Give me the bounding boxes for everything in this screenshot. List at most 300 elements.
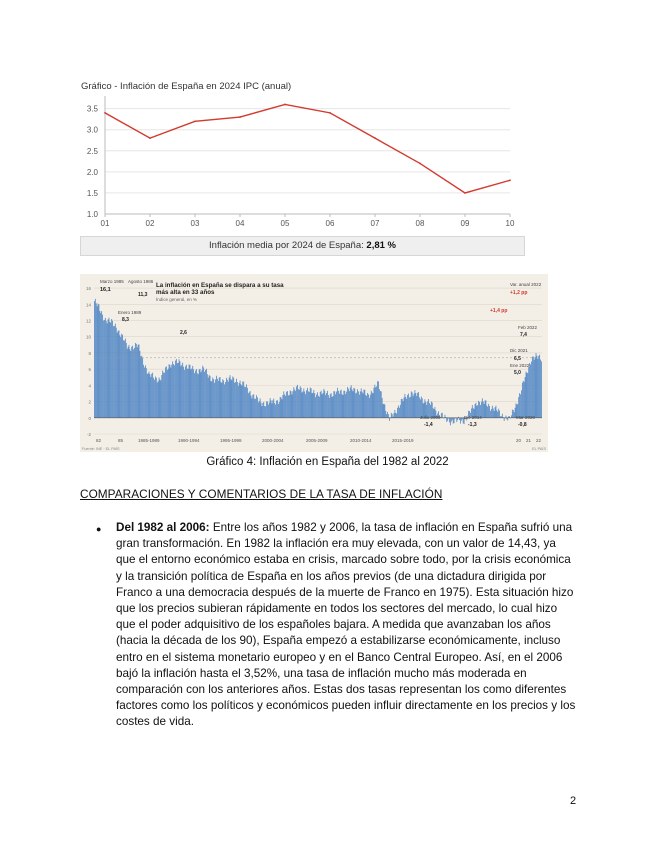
chart-bar	[207, 374, 208, 418]
chart-bar	[174, 365, 175, 417]
chart-bar	[229, 377, 230, 417]
chart-bar	[285, 396, 286, 418]
chart-bar	[384, 404, 385, 417]
chart-bar	[330, 394, 331, 418]
chart-bar	[170, 368, 171, 418]
chart-bar	[416, 396, 417, 418]
chart-bar	[165, 367, 166, 417]
chart-bar	[262, 406, 263, 418]
chart-bar	[541, 361, 542, 417]
chart-bar	[498, 409, 499, 418]
chart-bar	[156, 378, 157, 418]
annotation-label: Feb 2022	[518, 325, 538, 330]
chart-bar	[191, 369, 192, 417]
chart-bar	[367, 393, 368, 418]
chart-bar	[374, 388, 375, 418]
annotation-value: 8,3	[122, 317, 129, 323]
chart-bar	[356, 393, 357, 418]
chart-bar	[486, 400, 487, 417]
chart-bar	[209, 375, 210, 418]
chart-bar	[189, 364, 190, 418]
chart-bar	[347, 387, 348, 418]
data-point	[374, 137, 376, 139]
paragraph-text: Entre los años 1982 y 2006, la tasa de inflación en España sufrió una gran transformación. En 1982 la inflación era muy elevada, con un valor de 14,43, ya que el entorno económico estaba en crisis, marcado sobre todo, por la crisis económica y la transición política de España en los años previos (de una dictadura dirigida por Franco a una democracia después de la muerte de Franco en 1975). Esta situación hizo que los precios subieran rápidamente en todos los sectores del mercado, lo cual hizo que el poder adquisitivo de los españoles bajara. A medida que avanzaban los años (hacia la década de los 90), España empezó a estabilizarse económicamente, incluso entro en el sistema monetario europeo y en el Banco Central Europeo. Así, en el 2006 bajó la inflación hasta el 3,52%, una tasa de inflación mucho más moderada en comparación con los anteriores años. Estas dos tasas representan los como diferentes factores como los políticos y económicos pueden influir directamente en los precios y los costes de vida.	[116, 521, 576, 729]
chart-bar	[261, 403, 262, 418]
chart-bar	[334, 391, 335, 417]
chart-bar	[228, 382, 229, 418]
chart-bar	[404, 398, 405, 418]
chart-bar	[370, 395, 371, 418]
x-tick-label: 07	[370, 219, 380, 228]
chart-bar	[181, 366, 182, 418]
chart-source-right: EL PAÍS	[532, 447, 546, 451]
chart-bar	[486, 406, 487, 418]
annotation-label: Marzo 1985	[100, 279, 124, 284]
chart-bar	[506, 416, 507, 418]
chart-bar	[537, 356, 538, 418]
chart-bar	[394, 413, 395, 418]
chart-bar	[414, 394, 415, 418]
chart-bar	[273, 399, 274, 418]
chart-bar	[236, 379, 237, 418]
chart-bar	[176, 359, 177, 418]
chart-bar	[277, 400, 278, 418]
figure-caption: Gráfico 4: Inflación en España del 1982 al 2022	[206, 456, 449, 468]
chart-bar	[527, 373, 528, 418]
chart-bar	[346, 392, 347, 418]
chart-bar	[297, 385, 298, 418]
chart-bar	[162, 371, 163, 418]
chart-bar	[394, 410, 395, 418]
section-heading: COMPARACIONES Y COMENTARIOS DE LA TASA DE INFLACIÓN	[80, 487, 443, 501]
chart-bar	[289, 395, 290, 418]
chart-bar	[248, 393, 249, 417]
chart-bar	[151, 374, 152, 418]
chart-bar	[139, 344, 140, 417]
chart-bar	[392, 414, 393, 418]
data-point	[104, 112, 106, 114]
chart-bar	[415, 390, 416, 418]
chart-bar	[312, 393, 313, 418]
chart-bar	[224, 384, 225, 417]
chart-bar	[118, 331, 119, 418]
chart-bar	[270, 398, 271, 418]
chart-bar	[97, 306, 98, 418]
series-line	[105, 104, 510, 193]
chart-bar	[385, 411, 386, 418]
chart-bar	[401, 399, 402, 418]
chart-bar	[271, 400, 272, 417]
chart-bar	[339, 394, 340, 418]
chart-bar	[242, 382, 243, 418]
chart-bar	[327, 391, 328, 418]
chart-bar	[354, 388, 355, 418]
chart-bar	[186, 365, 187, 418]
chart-bar	[274, 403, 275, 418]
chart-bar	[343, 395, 344, 418]
chart-bar	[266, 401, 267, 417]
chart-bar	[94, 301, 95, 418]
chart-bar	[398, 406, 399, 418]
chart-bar	[247, 388, 248, 418]
annotation-value: 16,1	[100, 287, 111, 293]
chart-bar	[173, 364, 174, 418]
chart-bar	[199, 370, 200, 418]
chart-bar	[187, 369, 188, 418]
chart-bar	[131, 347, 132, 418]
chart-bar	[534, 360, 535, 418]
chart-bar	[358, 391, 359, 417]
inflation-2024-chart	[80, 78, 525, 236]
data-point	[509, 179, 511, 181]
chart-bar	[360, 391, 361, 417]
chart-bar	[265, 406, 266, 418]
chart-bar	[364, 390, 365, 418]
chart-bar	[388, 414, 389, 418]
annotation-value: 7,4	[520, 332, 527, 338]
chart-bar	[191, 368, 192, 417]
chart-bar	[406, 399, 407, 418]
data-point	[194, 120, 196, 122]
chart-bar	[512, 410, 513, 418]
chart-bar	[293, 387, 294, 418]
chart-bar	[386, 414, 387, 418]
chart-bar	[318, 396, 319, 418]
chart-bar	[504, 418, 505, 421]
chart-bar	[286, 392, 287, 418]
chart-bar	[242, 386, 243, 418]
chart-bar	[200, 369, 201, 418]
data-point	[149, 137, 151, 139]
x-tick-label: 2015-2019	[392, 438, 414, 443]
x-tick-label: 85	[118, 438, 124, 443]
chart-bar	[499, 411, 500, 418]
y-tick-label: 2	[88, 399, 91, 405]
chart-bar	[214, 383, 215, 418]
chart-bar	[106, 321, 107, 418]
chart-bar	[210, 376, 211, 418]
chart-bar	[180, 361, 181, 417]
chart-bar	[163, 373, 164, 418]
annotation-label: Agosto 1986	[128, 279, 154, 284]
chart-bar	[538, 356, 539, 418]
chart-bar	[123, 340, 124, 418]
chart-bar	[223, 380, 224, 417]
chart-bar	[412, 392, 413, 417]
chart-subtitle: Índice general, en %	[156, 297, 198, 302]
chart-bar	[387, 412, 388, 418]
chart-bar	[194, 373, 195, 418]
annotation-value: 11,3	[138, 292, 148, 298]
chart-bar	[526, 372, 527, 418]
chart-bar	[129, 345, 130, 418]
chart-bar	[389, 418, 390, 421]
chart-bar	[373, 393, 374, 417]
chart-bar	[304, 392, 305, 418]
chart-bar	[305, 394, 306, 418]
chart-bar	[282, 399, 283, 417]
x-tick-label: 01	[100, 219, 110, 228]
chart-bar	[490, 411, 491, 418]
chart-bar	[99, 305, 100, 418]
chart-bar	[449, 418, 450, 423]
chart-bar	[309, 392, 310, 418]
chart-bar	[96, 303, 97, 418]
chart-bar	[303, 391, 304, 417]
chart-bar	[218, 381, 219, 418]
y-tick-label: 2.0	[86, 167, 98, 177]
average-value: 2,81 %	[366, 240, 396, 251]
chart-bar	[108, 319, 109, 417]
chart-bar	[112, 321, 113, 418]
chart-bar	[136, 344, 137, 418]
chart-bar	[292, 394, 293, 417]
annotation-value: 2,6	[180, 330, 187, 336]
chart-bar	[355, 393, 356, 417]
chart-bar	[525, 377, 526, 418]
chart-bar	[256, 395, 257, 418]
chart-bar	[198, 374, 199, 418]
chart-bar	[359, 395, 360, 418]
x-tick-label: 03	[190, 219, 200, 228]
chart-bar	[146, 368, 147, 418]
chart-bar	[282, 395, 283, 418]
chart-bar	[384, 404, 385, 418]
chart-bar	[322, 394, 323, 418]
chart-bar	[391, 413, 392, 418]
chart-bar	[319, 397, 320, 418]
annotation-value: -1,4	[424, 422, 433, 428]
annotation-value: 5,0	[514, 370, 521, 376]
annotation-label: Var. anual 2022	[510, 282, 542, 287]
chart-bar	[201, 370, 202, 417]
chart-bar	[527, 373, 528, 418]
y-tick-label: 8	[88, 350, 91, 356]
annotation-value: +1,4 pp	[490, 308, 508, 314]
chart-bar	[178, 363, 179, 418]
chart-bar	[134, 348, 135, 418]
chart-bar	[353, 391, 354, 417]
annotation-value: -0,8	[518, 422, 527, 428]
chart-bar	[115, 324, 116, 418]
chart-bar	[332, 397, 333, 418]
chart-bar	[205, 370, 206, 418]
chart-bar	[493, 408, 494, 417]
chart-bar	[233, 378, 234, 418]
chart-bar	[133, 349, 134, 417]
chart-bar	[244, 387, 245, 418]
chart-bar	[144, 367, 145, 417]
chart-title: Gráfico - Inflación de España en 2024 IPC (anual)	[81, 81, 292, 92]
chart-bar	[381, 391, 382, 417]
chart-bar	[288, 395, 289, 417]
chart-bar	[212, 377, 213, 417]
chart-bar	[368, 394, 369, 417]
chart-bar	[182, 363, 183, 418]
chart-bar	[125, 339, 126, 418]
chart-bar	[147, 374, 148, 418]
chart-bar	[531, 362, 532, 418]
chart-bar	[299, 390, 300, 418]
chart-bar	[117, 333, 118, 418]
chart-bar	[323, 389, 324, 418]
chart-bar	[120, 337, 121, 418]
chart-bar	[323, 393, 324, 418]
page-number: 2	[570, 795, 577, 807]
chart-bar	[143, 365, 144, 418]
x-tick-label: 2000-2004	[262, 438, 284, 443]
chart-bar	[148, 373, 149, 417]
chart-bar	[482, 398, 483, 417]
chart-bar	[350, 387, 351, 417]
chart-bar	[296, 386, 297, 417]
chart-bar	[418, 392, 419, 418]
chart-bar	[457, 418, 458, 420]
chart-bar	[171, 365, 172, 418]
chart-bar	[317, 392, 318, 418]
x-tick-label: 02	[145, 219, 155, 228]
chart-bar	[301, 388, 302, 418]
chart-bar	[310, 388, 311, 418]
chart-bar	[529, 363, 530, 418]
chart-bar	[95, 299, 96, 418]
chart-bar	[272, 403, 273, 417]
chart-bar	[507, 418, 508, 421]
chart-bar	[202, 366, 203, 418]
chart-bar	[116, 328, 117, 418]
chart-bar	[410, 397, 411, 418]
chart-bar	[362, 392, 363, 418]
chart-bar	[442, 413, 443, 418]
chart-bar	[204, 372, 205, 418]
chart-bar	[321, 391, 322, 418]
y-tick-label: 1.5	[86, 188, 98, 198]
chart-bar	[311, 388, 312, 418]
chart-bar	[251, 396, 252, 418]
chart-bar	[290, 390, 291, 417]
chart-bar	[239, 383, 240, 418]
chart-bar	[528, 367, 529, 418]
chart-bar	[411, 391, 412, 417]
chart-bar	[383, 404, 384, 418]
chart-bar	[109, 322, 110, 418]
chart-bar	[267, 401, 268, 417]
chart-bar	[341, 390, 342, 418]
chart-bar	[161, 375, 162, 418]
chart-bar	[354, 389, 355, 418]
bar-chart-canvas	[80, 274, 548, 452]
chart-bar	[372, 393, 373, 418]
chart-bar	[402, 399, 403, 418]
chart-bar	[338, 391, 339, 418]
chart-bar	[492, 406, 493, 418]
chart-bar	[328, 395, 329, 418]
chart-bar	[461, 418, 462, 421]
chart-bar	[179, 359, 180, 417]
chart-bar	[379, 389, 380, 418]
chart-bar	[293, 391, 294, 418]
chart-bar	[369, 398, 370, 418]
chart-bar	[105, 318, 106, 418]
chart-bar	[336, 392, 337, 418]
chart-bar	[177, 363, 178, 418]
chart-bar	[315, 397, 316, 418]
chart-bar	[415, 393, 416, 418]
chart-bar	[221, 383, 222, 418]
annotation-value: 6,5	[514, 356, 521, 362]
data-point	[329, 112, 331, 114]
chart-bar	[441, 413, 442, 418]
y-tick-label: 3.5	[86, 104, 98, 114]
chart-bar	[153, 378, 154, 418]
chart-bar	[137, 347, 138, 418]
chart-bar	[405, 397, 406, 418]
annotation-label: Dic 2021	[510, 348, 528, 353]
chart-bar	[252, 395, 253, 418]
chart-bar	[109, 318, 110, 418]
chart-bar	[513, 410, 514, 418]
chart-bar	[196, 369, 197, 418]
chart-bar	[496, 410, 497, 418]
chart-bar	[380, 391, 381, 418]
chart-bar	[150, 377, 151, 418]
chart-bar	[157, 383, 158, 418]
chart-bar	[272, 400, 273, 418]
chart-bar	[314, 393, 315, 418]
chart-bar	[308, 391, 309, 417]
chart-bar	[215, 379, 216, 417]
chart-bar	[374, 385, 375, 418]
chart-bar	[264, 406, 265, 418]
chart-bar	[291, 391, 292, 418]
chart-bar	[376, 386, 377, 417]
chart-bar	[124, 341, 125, 418]
x-tick-label: 06	[325, 219, 335, 228]
chart-bar	[263, 402, 264, 418]
chart-bar	[511, 415, 512, 417]
data-point	[419, 163, 421, 165]
chart-bar	[494, 411, 495, 418]
chart-bar	[160, 379, 161, 417]
chart-bar	[514, 412, 515, 418]
chart-bar	[451, 418, 452, 422]
chart-bar	[250, 391, 251, 418]
chart-bar	[287, 391, 288, 418]
chart-bar	[211, 381, 212, 418]
chart-bar	[333, 391, 334, 418]
chart-bar	[523, 381, 524, 418]
chart-bar	[483, 402, 484, 418]
x-tick-label: 08	[415, 219, 425, 228]
chart-bar	[536, 353, 537, 418]
chart-bar	[524, 382, 525, 418]
chart-bar	[342, 394, 343, 418]
chart-bar	[378, 382, 379, 418]
x-tick-label: 82	[96, 438, 102, 443]
chart-bar	[203, 367, 204, 417]
chart-bar	[450, 418, 451, 425]
chart-bar	[326, 393, 327, 418]
chart-bar	[149, 372, 150, 418]
chart-bar	[495, 407, 496, 418]
x-tick-label: 21	[526, 438, 532, 443]
annotation-label: Enero 1989	[118, 310, 142, 315]
chart-bar	[122, 335, 123, 418]
annotation-value: -1,3	[468, 422, 477, 428]
chart-bar	[111, 319, 112, 418]
chart-bar	[357, 389, 358, 418]
chart-bar	[485, 401, 486, 418]
